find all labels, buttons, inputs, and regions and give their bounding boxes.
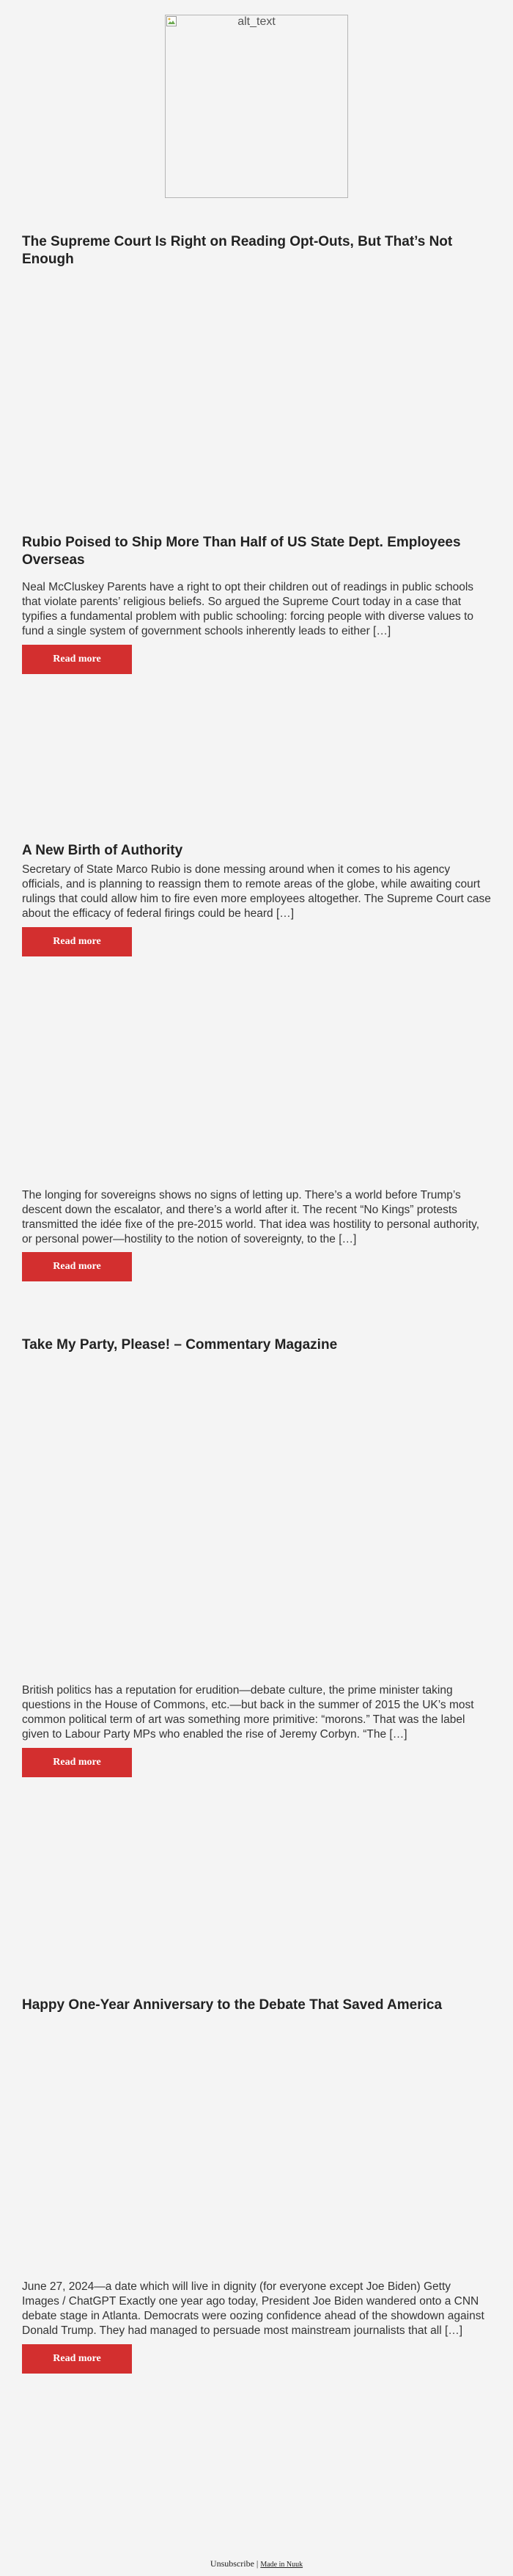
article-card	[22, 1997, 491, 2364]
article-excerpt: June 27, 2024—a date which will live in dignity (for everyone except Joe Biden) Getty Images / ChatGPT Exactly one year ago today, President Joe Biden wandered onto a CNN debate stage in Atlanta. Democrats were oozing confidence ahead of the showdown against Donald Trump. They had managed to persuade most mainstream journalists that all […]	[22, 2280, 484, 2337]
article-card	[22, 534, 491, 947]
article-title[interactable]: Rubio Poised to Ship More Than Half of US State Dept. Employees Overseas	[22, 535, 461, 568]
read-more-button[interactable]: Read more	[22, 645, 132, 674]
article-title[interactable]: Take My Party, Please! – Commentary Magazine	[22, 1337, 338, 1353]
logo-alt-text: alt_text	[237, 15, 276, 28]
read-more-button[interactable]: Read more	[22, 1748, 132, 1777]
article-title[interactable]: A New Birth of Authority	[22, 843, 183, 858]
article-card	[22, 1336, 491, 1768]
article-title[interactable]: Happy One-Year Anniversary to the Debate That Saved America	[22, 1997, 443, 2013]
article-card	[22, 842, 491, 1272]
footer	[0, 2558, 513, 2569]
read-more-button[interactable]: Read more	[22, 927, 132, 956]
article-image[interactable]	[22, 260, 491, 553]
article-title[interactable]: The Supreme Court Is Right on Reading Opt-Outs, But That’s Not Enough	[22, 234, 453, 267]
footer-separator: |	[256, 2558, 259, 2569]
article-image[interactable]	[22, 868, 491, 1162]
unsubscribe-label[interactable]: Unsubscribe	[210, 2558, 254, 2569]
article-card	[22, 233, 491, 665]
read-more-button[interactable]: Read more	[22, 2344, 132, 2374]
article-excerpt: Neal McCluskey Parents have a right to opt their children out of readings in public schools that violate parents’ religious beliefs. So argued the Supreme Court today in a case that typifies a fundamental problem with public schooling: forcing people with diverse values to fund a single system of government schools inherently leads to either […]	[22, 581, 474, 637]
header-logo-image	[165, 15, 348, 198]
article-excerpt: British politics has a reputation for erudition—debate culture, the prime minister taking questions in the House of Commons, etc.—but back in the summer of 2015 the UK’s most common political term of art was something more primitive: “morons.” That was the label given to Labour Party MPs who enabled the rise of Jeremy Corbyn. “The […]	[22, 1684, 474, 1741]
article-image[interactable]	[22, 2023, 491, 2316]
read-more-button[interactable]: Read more	[22, 1252, 132, 1281]
article-image[interactable]	[22, 575, 491, 861]
made-with-link[interactable]: Made in Nuuk	[260, 2561, 303, 2569]
article-excerpt: Secretary of State Marco Rubio is done messing around when it comes to his agency officials, and is planning to reassign them to remote areas of the globe, while awaiting court rulings that could allow him to fire even more employees altogether. The Supreme Court case about the efficacy of federal firings could be heard […]	[22, 863, 491, 920]
article-excerpt: The longing for sovereigns shows no signs of letting up. There’s a world before Trump’s descent down the escalator, and there’s a world after it. The recent “No Kings” protests transmitted the idée fixe of the pre-2015 world. That idea was hostility to personal authority, or personal power—hostility to the notion of sovereignty, to the […]	[22, 1189, 480, 1245]
article-image[interactable]	[22, 1363, 491, 1656]
